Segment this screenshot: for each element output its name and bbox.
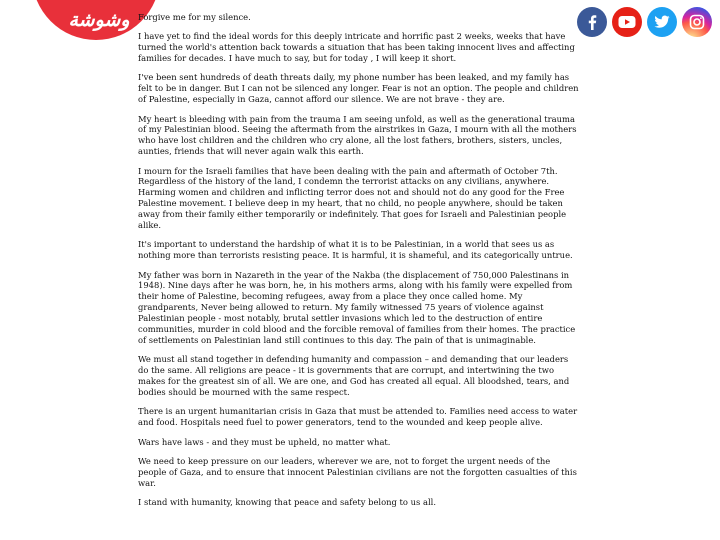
letter-paragraph: There is an urgent humanitarian crisis in Gaza that must be attended to. Families need access to water and food. Hospitals need fuel to power generators, tend to the wounded and keep people alive. — [138, 406, 578, 428]
letter-paragraph: I have yet to find the ideal words for this deeply intricate and horrific past 2 weeks, weeks that have turned the world's attention back towards a situation that has been taking innocent lives and affecting families for decades. I have much to say, but for today , I will keep it short. — [138, 31, 575, 64]
facebook-icon — [585, 14, 599, 30]
youtube-icon — [618, 15, 636, 29]
instagram-button[interactable] — [682, 7, 712, 37]
letter-paragraph: It's important to understand the hardship of what it is to be Palestinian, in a world that sees us as nothing more than terrorists resisting peace. It is harmful, it is shameful, and its categorically untrue. — [138, 239, 573, 261]
instagram-icon — [689, 14, 705, 30]
social-links — [577, 7, 712, 37]
site-logo[interactable]: وشوشة — [68, 9, 130, 31]
twitter-button[interactable] — [647, 7, 677, 37]
letter-paragraph: We must all stand together in defending humanity and compassion – and demanding that our leaders do the same. All religions are peace - it is governments that are corrupt, and intertwining the two makes for the greatest sin of all. We are one, and God has created all equal. All bloodshed, tears, and bodies should be mourned with the same respect. — [138, 354, 570, 398]
letter-paragraph: Wars have laws - and they must be upheld, no matter what. — [138, 436, 391, 447]
letter-paragraph: I stand with humanity, knowing that peace and safety belong to us all. — [138, 496, 436, 507]
letter-paragraph: My heart is bleeding with pain from the trauma I am seeing unfold, as well as the generational trauma of my Palestinian blood. Seeing the aftermath from the airstrikes in Gaza, I mourn with all the mothers who have lost children and the children who cry alone, all the lost fathers, brothers, sisters, uncles, aunties, friends that will never again walk this earth. — [138, 113, 577, 157]
twitter-icon — [654, 15, 670, 29]
letter-paragraph: I mourn for the Israeli families that have been dealing with the pain and aftermath of October 7th. Regardless of the history of the land, I condemn the terrorist attacks on any civilians, anywhere. Harming women and children and inflicting terror does not and should not do any good for the Free Palestine movement. I believe deep in my heart, that no child, no people anywhere, should be taken away from their family either temporarily or indefinitely. That goes for Israeli and Palestinian people alike. — [138, 165, 567, 231]
statement-letter — [138, 12, 580, 516]
facebook-button[interactable] — [577, 7, 607, 37]
letter-paragraph: I've been sent hundreds of death threats daily, my phone number has been leaked, and my family has felt to be in danger. But I can not be silenced any longer. Fear is not an option. The people and children of Palestine, especially in Gaza, cannot afford our silence. We are not brave - they are. — [138, 72, 579, 105]
letter-paragraph: We need to keep pressure on our leaders, wherever we are, not to forget the urgent needs of the people of Gaza, and to ensure that innocent Palestinian civilians are not the forgotten casualties of this war. — [138, 455, 577, 488]
youtube-button[interactable] — [612, 7, 642, 37]
letter-paragraph: My father was born in Nazareth in the year of the Nakba (the displacement of 750,000 Palestinans in 1948). Nine days after he was born, he, in his mothers arms, along with his family were expelled from their home of Palestine, becoming refugees, away from a place they once called home. My grandparents, Never being allowed to return. My family witnessed 75 years of violence against Palestinian people - most notably, brutal settler invasions which led to the destruction of entire communities, murder in cold blood and the forcible removal of families from their homes. The practice of settlements on Palestinian land still continues to this day. The pain of that is unimaginable. — [138, 269, 576, 345]
letter-paragraph: Forgive me for my silence. — [138, 12, 251, 22]
